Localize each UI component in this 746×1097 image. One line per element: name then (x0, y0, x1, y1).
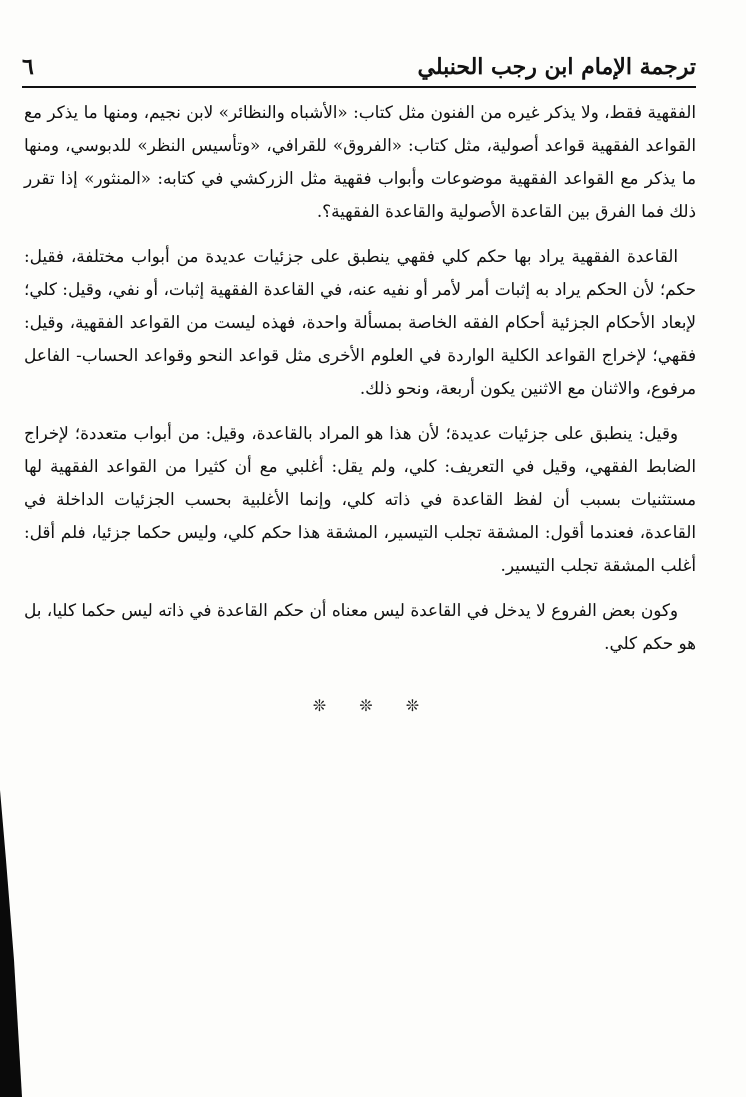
running-title: ترجمة الإمام ابن رجب الحنبلي (417, 54, 696, 80)
page-number: ٦ (22, 54, 34, 80)
section-separator: ❊ ❊ ❊ (312, 696, 434, 715)
scan-shadow-edge (0, 0, 34, 1097)
paragraph-3: وقيل: ينطبق على جزئيات عديدة؛ لأن هذا هو المراد بالقاعدة، وقيل: من أبواب متعددة؛ لإخراج الضابط الفقهي، وقيل في التعريف: كلي، ولم يقل: أغلبي مع أن كثيرا من القواعد الفقهية لها مستثنيات بسبب أن لفظ القاعدة في ذاته كلي، وإنما الأغلبية بحسب الجزئيات الداخلة في القاعدة، فعندما أقول: المشقة تجلب التيسير، المشقة هذا حكم كلي، وليس حكما جزئيا، فلم أقل: أغلب المشقة تجلب التيسير. (24, 423, 696, 575)
body-text (24, 96, 696, 672)
page-header (22, 50, 696, 88)
paragraph-4: وكون بعض الفروع لا يدخل في القاعدة ليس معناه أن حكم القاعدة في ذاته ليس حكما كليا، بل هو حكم كلي. (24, 600, 696, 653)
paragraph-1: الفقهية فقط، ولا يذكر غيره من الفنون مثل كتاب: «الأشباه والنظائر» لابن نجيم، ومنها ما يذكر مع القواعد الفقهية قواعد أصولية، مثل كتاب: «الفروق» للقرافي، «وتأسيس النظر» للدبوسي، ومنها ما يذكر مع القواعد الفقهية موضوعات وأبواب فقهية مثل الزركشي في كتابه: «المنثور» إذا تقرر ذلك فما الفرق بين القاعدة الأصولية والقاعدة الفقهية؟. (24, 102, 696, 221)
paragraph-2: القاعدة الفقهية يراد بها حكم كلي فقهي ينطبق على جزئيات عديدة من أبواب مختلفة، فقيل: حكم؛ لأن الحكم يراد به إثبات أمر لأمر أو نفيه عنه، في القاعدة الفقهية إثبات، أو نفي، وقيل: كلي؛ لإبعاد الأحكام الجزئية أحكام الفقه الخاصة بمسألة واحدة، فهذه ليست من القواعد الفقهية، وقيل: فقهي؛ لإخراج القواعد الكلية الواردة في العلوم الأخرى مثل قواعد النحو وقواعد الحساب- الفاعل مرفوع، والاثنان مع الاثنين يكون أربعة، ونحو ذلك. (24, 246, 696, 398)
